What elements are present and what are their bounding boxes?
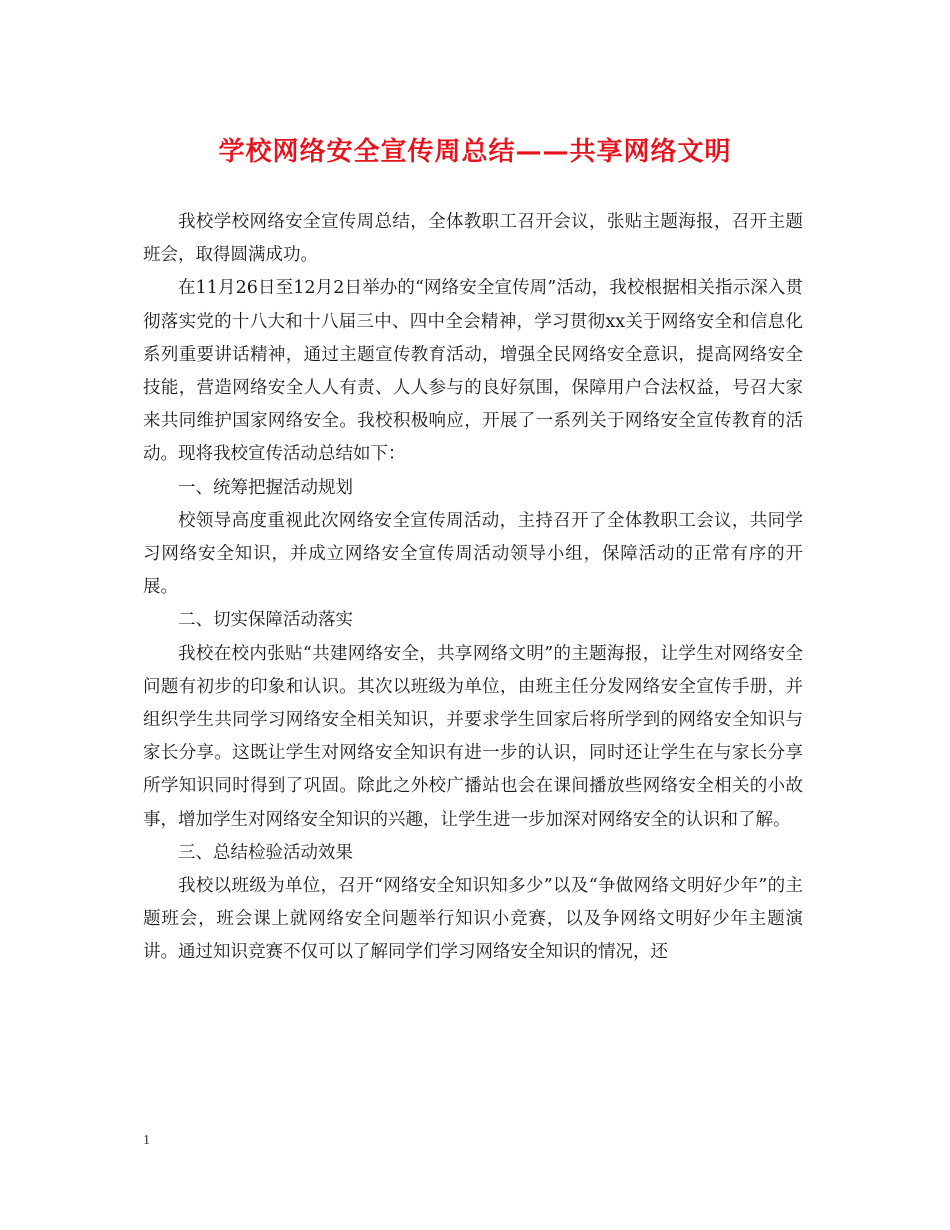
document-title: 学校网络安全宣传周总结——共享网络文明	[218, 137, 732, 167]
paragraph-intro: 我校学校网络安全宣传周总结，全体教职工召开会议，张贴主题海报，召开主题班会，取得圆满成功。	[143, 212, 803, 266]
paragraph-background: 在11月26日至12月2日举办的“网络安全宣传周”活动，我校根据相关指示深入贯彻落实党的十八大和十八届三中、四中全会精神，学习贯彻xx关于网络安全和信息化系列重要讲话精神，通过主题宣传教育活动，增强全民网络安全意识，提高网络安全技能，营造网络安全人人有责、人人参与的良好氛围，保障用户合法权益，号召大家来共同维护国家网络安全。我校积极响应，开展了一系列关于网络安全宣传教育的活动。现将我校宣传活动总结如下：	[143, 278, 803, 465]
section-heading-1: 一、统筹把握活动规划	[178, 477, 353, 498]
section-heading-2: 二、切实保障活动落实	[178, 610, 353, 631]
page-number: 1	[143, 1133, 150, 1148]
paragraph-section-1: 校领导高度重视此次网络安全宣传周活动，主持召开了全体教职工会议，共同学习网络安全知识，并成立网络安全宣传周活动领导小组，保障活动的正常有序的开展。	[143, 510, 803, 598]
section-heading-3: 三、总结检验活动效果	[178, 842, 353, 863]
paragraph-section-3: 我校以班级为单位，召开“网络安全知识知多少”以及“争做网络文明好少年”的主题班会，班会课上就网络安全问题举行知识小竞赛，以及争网络文明好少年主题演讲。通过知识竞赛不仅可以了解同学们学习网络安全知识的情况，还	[143, 876, 803, 963]
paragraph-section-2: 我校在校内张贴“共建网络安全，共享网络文明”的主题海报，让学生对网络安全问题有初步的印象和认识。其次以班级为单位，由班主任分发网络安全宣传手册，并组织学生共同学习网络安全相关知识，并要求学生回家后将所学到的网络安全知识与家长分享。这既让学生对网络安全知识有进一步的认识，同时还让学生在与家长分享所学知识同时得到了巩固。除此之外校广播站也会在课间播放些网络安全相关的小故事，增加学生对网络安全知识的兴趣，让学生进一步加深对网络安全的认识和了解。	[143, 643, 803, 830]
document-body	[143, 206, 803, 970]
